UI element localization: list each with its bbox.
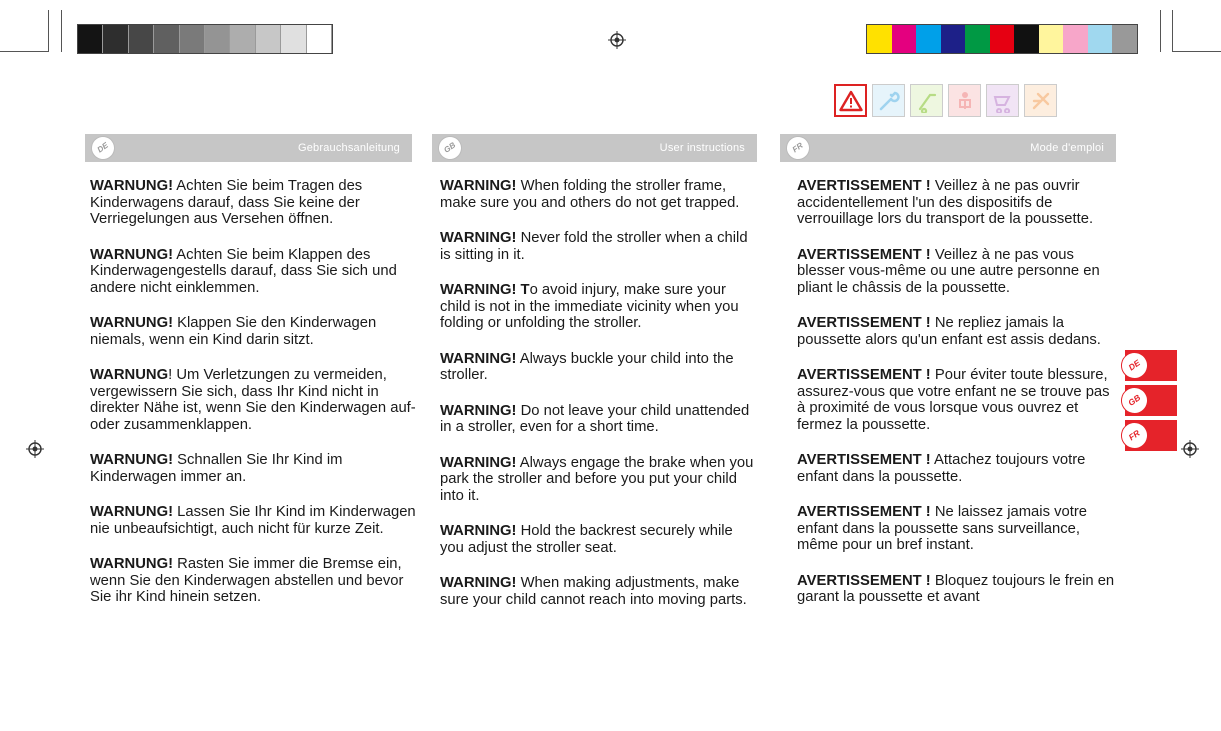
header-gb <box>432 134 757 162</box>
warning-label: WARNUNG! <box>90 178 174 194</box>
crop-mark <box>1172 10 1173 52</box>
warning-label: WARNUNG! <box>90 315 174 331</box>
gray-swatch <box>129 25 154 53</box>
warning-paragraph <box>797 504 1119 554</box>
color-swatch <box>1014 25 1039 53</box>
stroller-assembly-icon <box>986 84 1019 117</box>
column-fr <box>797 178 1119 625</box>
warning-text: Klappen Sie den Kinderwagen niemals, wenn ein Kind darin sitzt. <box>90 315 377 348</box>
warning-text: Bloquez toujours le frein en garant la poussette et avant <box>797 572 1115 605</box>
gray-swatch <box>205 25 230 53</box>
warning-text: Attachez toujours votre enfant dans la poussette. <box>797 452 1086 485</box>
warning-text: Ne repliez jamais la poussette alors qu'un enfant est assis dedans. <box>797 315 1101 348</box>
warning-paragraph <box>797 573 1119 606</box>
warning-paragraph <box>440 455 760 505</box>
header-de <box>85 134 412 162</box>
gray-swatch <box>180 25 205 53</box>
warning-paragraph <box>440 523 760 556</box>
warning-label: WARNUNG! <box>90 504 174 520</box>
child-seat-icon <box>948 84 981 117</box>
warning-label: WARNUNG! <box>90 556 174 572</box>
warning-icon <box>834 84 867 117</box>
warning-text: o avoid injury, make sure your child is not in the immediate vicinity when you folding or unfolding the stroller. <box>440 282 739 331</box>
warning-label: WARNING! <box>440 402 517 419</box>
crop-mark <box>1172 51 1221 52</box>
warning-text: Schnallen Sie Ihr Kind im Kinderwagen immer an. <box>90 452 343 485</box>
warning-text: Achten Sie beim Tragen des Kinderwagens darauf, dass Sie keine der Verriegelungen aus Versehen öffnen. <box>90 178 363 227</box>
warning-text: Always engage the brake when you park the stroller and before you put your child into it. <box>440 454 754 504</box>
crop-mark <box>0 51 48 52</box>
warning-label: AVERTISSEMENT ! <box>797 367 931 383</box>
color-swatch <box>867 25 892 53</box>
folding-icon <box>1024 84 1057 117</box>
warning-text: Lassen Sie Ihr Kind im Kinderwagen nie unbeaufsichtigt, auch nicht für kurze Zeit. <box>90 504 416 537</box>
gray-swatch <box>78 25 103 53</box>
warning-label: AVERTISSEMENT ! <box>797 504 931 520</box>
warning-label: WARNING! <box>440 230 517 246</box>
warning-label: WARNUNG! <box>90 452 174 468</box>
gray-swatch <box>230 25 255 53</box>
gray-swatch <box>307 25 332 53</box>
side-tab-fr <box>1125 420 1177 451</box>
wrench-icon <box>872 84 905 117</box>
icon-strip <box>834 84 1057 117</box>
warning-text: ! Um Verletzungen zu vermeiden, vergewissern Sie sich, dass Ihr Kind nicht in direkter Nähe ist, wenn Sie den Kinderwagen auf- oder zusammenklappen. <box>90 367 416 433</box>
color-calibration-bar <box>866 24 1138 54</box>
warning-text: Always buckle your child into the stroller. <box>440 350 734 383</box>
warning-paragraph <box>440 178 760 211</box>
warning-text: Rasten Sie immer die Bremse ein, wenn Sie den Kinderwagen abstellen und bevor Sie ihr Kind hinein setzen. <box>90 556 404 605</box>
language-badge-de: DE <box>86 131 119 164</box>
warning-text: When folding the stroller frame, make sure you and others do not get trapped. <box>440 178 740 211</box>
language-badge-fr: FR <box>781 131 814 164</box>
registration-mark-icon <box>608 31 626 49</box>
warning-paragraph <box>797 452 1119 485</box>
gray-swatch <box>281 25 306 53</box>
warning-label: AVERTISSEMENT ! <box>797 315 931 331</box>
color-swatch <box>1112 25 1137 53</box>
color-swatch <box>941 25 966 53</box>
side-tab-gb <box>1125 385 1177 416</box>
language-badge: GB <box>1116 382 1154 420</box>
color-swatch <box>965 25 990 53</box>
color-swatch <box>892 25 917 53</box>
warning-paragraph <box>440 282 760 332</box>
warning-label: WARNING! <box>440 454 517 471</box>
header-title: User instructions <box>659 142 745 154</box>
warning-label: WARNING! <box>440 178 517 194</box>
warning-label: AVERTISSEMENT ! <box>797 178 931 194</box>
warning-paragraph <box>90 247 420 297</box>
warning-text: Veillez à ne pas ouvrir accidentellement l'un des dispositifs de verrouillage lors du transport de la poussette. <box>797 178 1094 227</box>
warning-text: Veillez à ne pas vous blesser vous-même ou une autre personne en pliant le châssis de la poussette. <box>797 246 1100 296</box>
crop-mark <box>1160 10 1161 52</box>
warning-paragraph <box>90 367 420 433</box>
color-swatch <box>1039 25 1064 53</box>
warning-paragraph <box>440 575 760 608</box>
warning-label: AVERTISSEMENT ! <box>797 572 931 589</box>
grayscale-calibration-bar <box>77 24 333 54</box>
warning-text: Do not leave your child unattended in a stroller, even for a short time. <box>440 402 750 435</box>
warning-label: WARNUNG <box>90 367 169 383</box>
language-badge-gb: GB <box>433 131 466 164</box>
side-tab-de <box>1125 350 1177 381</box>
warning-text: Never fold the stroller when a child is sitting in it. <box>440 230 748 263</box>
gray-swatch <box>256 25 281 53</box>
warning-paragraph <box>440 403 760 436</box>
column-de <box>90 178 420 625</box>
warning-label: AVERTISSEMENT ! <box>797 246 931 263</box>
warning-text: Hold the backrest securely while you adjust the stroller seat. <box>440 523 733 556</box>
warning-text: Ne laissez jamais votre enfant dans la poussette sans surveillance, même pour un bref instant. <box>797 504 1087 553</box>
warning-paragraph <box>440 230 760 263</box>
column-gb <box>440 178 760 627</box>
warning-label: WARNING! <box>440 575 517 591</box>
warning-paragraph <box>797 247 1119 297</box>
header-title: Mode d'emploi <box>1030 142 1104 154</box>
warning-text: When making adjustments, make sure your child cannot reach into moving parts. <box>440 575 747 608</box>
warning-paragraph <box>797 315 1119 348</box>
warning-text: Pour éviter toute blessure, assurez-vous que votre enfant ne se trouve pas à proximité de vous lorsque vous ouvrez et fermez la poussette. <box>797 367 1110 433</box>
warning-paragraph <box>90 178 420 228</box>
warning-paragraph <box>90 452 420 485</box>
warning-paragraph <box>90 504 420 537</box>
warning-label: WARNING! <box>440 523 517 539</box>
registration-mark-icon <box>1181 440 1199 458</box>
warning-text: Achten Sie beim Klappen des Kinderwagengestells darauf, dass Sie sich und andere nicht einklemmen. <box>90 246 397 296</box>
header-title: Gebrauchsanleitung <box>297 142 400 154</box>
warning-label: WARNING! T <box>440 282 530 298</box>
color-swatch <box>990 25 1015 53</box>
warning-paragraph <box>90 556 420 606</box>
registration-mark-icon <box>26 440 44 458</box>
warning-label: AVERTISSEMENT ! <box>797 452 931 468</box>
crop-mark <box>48 10 49 52</box>
warning-paragraph <box>440 351 760 384</box>
gray-swatch <box>154 25 179 53</box>
warning-paragraph <box>797 367 1119 433</box>
warning-paragraph <box>797 178 1119 228</box>
color-swatch <box>1088 25 1113 53</box>
color-swatch <box>1063 25 1088 53</box>
language-badge: FR <box>1116 417 1154 455</box>
warning-label: WARNUNG! <box>90 246 174 263</box>
gray-swatch <box>103 25 128 53</box>
crop-mark <box>61 10 62 52</box>
header-fr <box>780 134 1116 162</box>
color-swatch <box>916 25 941 53</box>
warning-label: WARNING! <box>440 350 517 367</box>
language-badge: DE <box>1116 347 1154 385</box>
stroller-handle-icon <box>910 84 943 117</box>
warning-paragraph <box>90 315 420 348</box>
